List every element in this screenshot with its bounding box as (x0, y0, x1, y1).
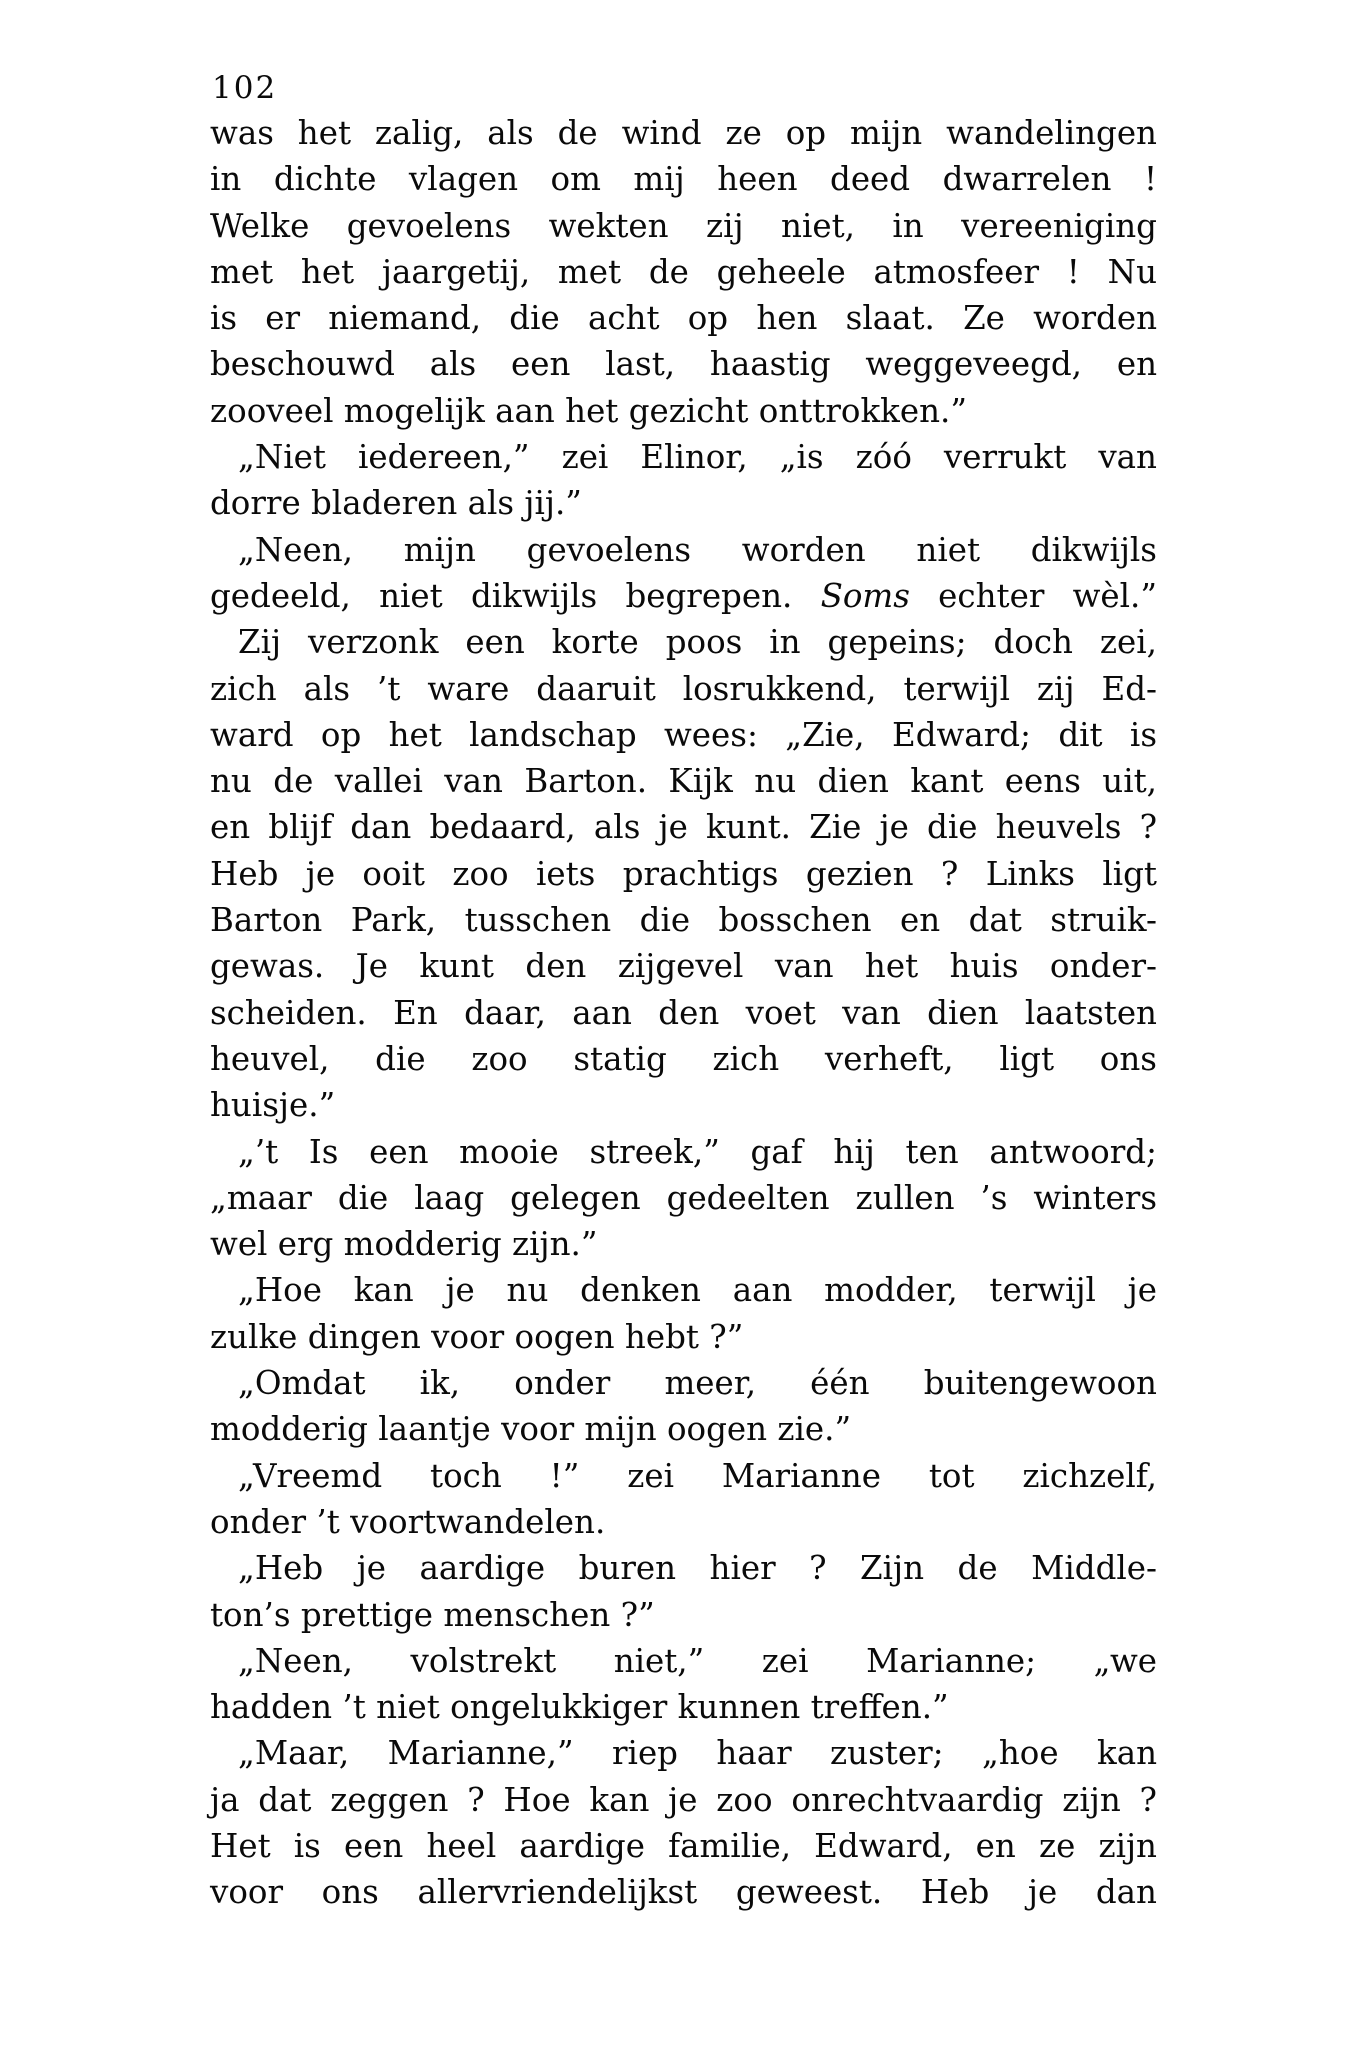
text-block (210, 110, 1157, 1916)
text-line (210, 1869, 1157, 1915)
text-line (210, 1175, 1157, 1221)
text-line (210, 804, 1157, 850)
text-line (210, 1267, 1157, 1313)
text-line (210, 758, 1157, 804)
text-line (210, 341, 1157, 387)
text-segment: „Niet iedereen,” zei Elinor, „is zóó verrukt van (238, 438, 1157, 477)
text-segment: nu de vallei van Barton. Kijk nu dien kant eens uit, (210, 762, 1157, 801)
text-segment: in dichte vlagen om mij heen deed dwarrelen ! (210, 160, 1157, 199)
italic-text-segment: Soms (820, 576, 910, 615)
text-segment: heuvel, die zoo statig zich verheft, ligt ons (210, 1039, 1157, 1078)
text-segment: „’t Is een mooie streek,” gaf hij ten antwoord; (238, 1132, 1157, 1171)
text-segment: dorre bladeren als jij.” (210, 484, 582, 523)
text-line (210, 110, 1157, 156)
text-segment: ton’s prettige menschen ?” (210, 1595, 655, 1634)
text-segment: zulke dingen voor oogen hebt ?” (210, 1317, 744, 1356)
text-line (210, 1453, 1157, 1499)
text-segment: hadden ’t niet ongelukkiger kunnen treffen.” (210, 1688, 949, 1727)
text-segment: Heb je ooit zoo iets prachtigs gezien ? Links ligt (210, 854, 1157, 893)
text-segment: „Omdat ik, onder meer, één buitengewoon (238, 1364, 1157, 1403)
text-line (210, 295, 1157, 341)
text-line (210, 1592, 1157, 1638)
text-line (210, 1036, 1157, 1082)
text-line (210, 527, 1157, 573)
text-segment: „maar die laag gelegen gedeelten zullen ’s winters (210, 1178, 1157, 1217)
text-line (210, 619, 1157, 665)
text-segment: Zij verzonk een korte poos in gepeins; doch zei, (238, 623, 1157, 662)
text-line (210, 943, 1157, 989)
text-segment: echter wèl.” (909, 576, 1157, 615)
text-segment: ward op het landschap wees: „Zie, Edward; dit is (210, 715, 1157, 754)
text-segment: „Hoe kan je nu denken aan modder, terwijl je (238, 1271, 1157, 1310)
text-line (210, 1777, 1157, 1823)
text-segment: huisje.” (210, 1086, 336, 1125)
text-segment: Barton Park, tusschen die bosschen en dat struik- (210, 901, 1157, 940)
text-line (210, 897, 1157, 943)
text-line (210, 249, 1157, 295)
text-segment: scheiden. En daar, aan den voet van dien laatsten (210, 993, 1157, 1032)
text-segment: ja dat zeggen ? Hoe kan je zoo onrechtvaardig zijn ? (210, 1780, 1157, 1819)
text-segment: modderig laantje voor mijn oogen zie.” (210, 1410, 852, 1449)
text-segment: „Maar, Marianne,” riep haar zuster; „hoe kan (238, 1734, 1157, 1773)
text-line (210, 480, 1157, 526)
text-line (210, 1129, 1157, 1175)
text-segment: „Neen, mijn gevoelens worden niet dikwijls (238, 530, 1157, 569)
text-line (210, 1082, 1157, 1128)
text-line (210, 1638, 1157, 1684)
text-line (210, 1360, 1157, 1406)
text-segment: is er niemand, die acht op hen slaat. Ze worden (210, 299, 1157, 338)
text-line (210, 1499, 1157, 1545)
text-segment: wel erg modderig zijn.” (210, 1225, 598, 1264)
text-segment: met het jaargetij, met de geheele atmosfeer ! Nu (210, 252, 1157, 291)
text-segment: zich als ’t ware daaruit losrukkend, terwijl zij Ed- (210, 669, 1157, 708)
text-line (210, 156, 1157, 202)
text-segment: Het is een heel aardige familie, Edward, en ze zijn (210, 1826, 1157, 1865)
text-line (210, 1406, 1157, 1452)
text-line (210, 388, 1157, 434)
text-segment: „Heb je aardige buren hier ? Zijn de Middle- (238, 1549, 1157, 1588)
text-line (210, 1684, 1157, 1730)
text-segment: „Vreemd toch !” zei Marianne tot zichzelf, (238, 1456, 1157, 1495)
text-segment: beschouwd als een last, haastig weggeveegd, en (210, 345, 1157, 384)
text-line (210, 712, 1157, 758)
text-line (210, 1221, 1157, 1267)
text-segment: was het zalig, als de wind ze op mijn wandelingen (210, 114, 1157, 152)
text-segment: Welke gevoelens wekten zij niet, in vereeniging (210, 206, 1157, 245)
text-line (210, 434, 1157, 480)
text-segment: onder ’t voortwandelen. (210, 1502, 606, 1541)
text-segment: en blijf dan bedaard, als je kunt. Zie je die heuvels ? (210, 808, 1157, 847)
text-line (210, 1545, 1157, 1591)
text-line (210, 203, 1157, 249)
text-segment: „Neen, volstrekt niet,” zei Marianne; „we (238, 1641, 1157, 1680)
text-line (210, 851, 1157, 897)
text-segment: voor ons allervriendelijkst geweest. Heb je dan (210, 1873, 1157, 1912)
text-line (210, 1730, 1157, 1776)
text-line (210, 990, 1157, 1036)
text-segment: zooveel mogelijk aan het gezicht onttrokken.” (210, 391, 967, 430)
text-line (210, 1314, 1157, 1360)
text-segment: gewas. Je kunt den zijgevel van het huis onder- (210, 947, 1157, 986)
text-line (210, 666, 1157, 712)
page-number: 102 (212, 70, 278, 106)
text-line (210, 573, 1157, 619)
text-line (210, 1823, 1157, 1869)
text-segment: gedeeld, niet dikwijls begrepen. (210, 576, 821, 615)
